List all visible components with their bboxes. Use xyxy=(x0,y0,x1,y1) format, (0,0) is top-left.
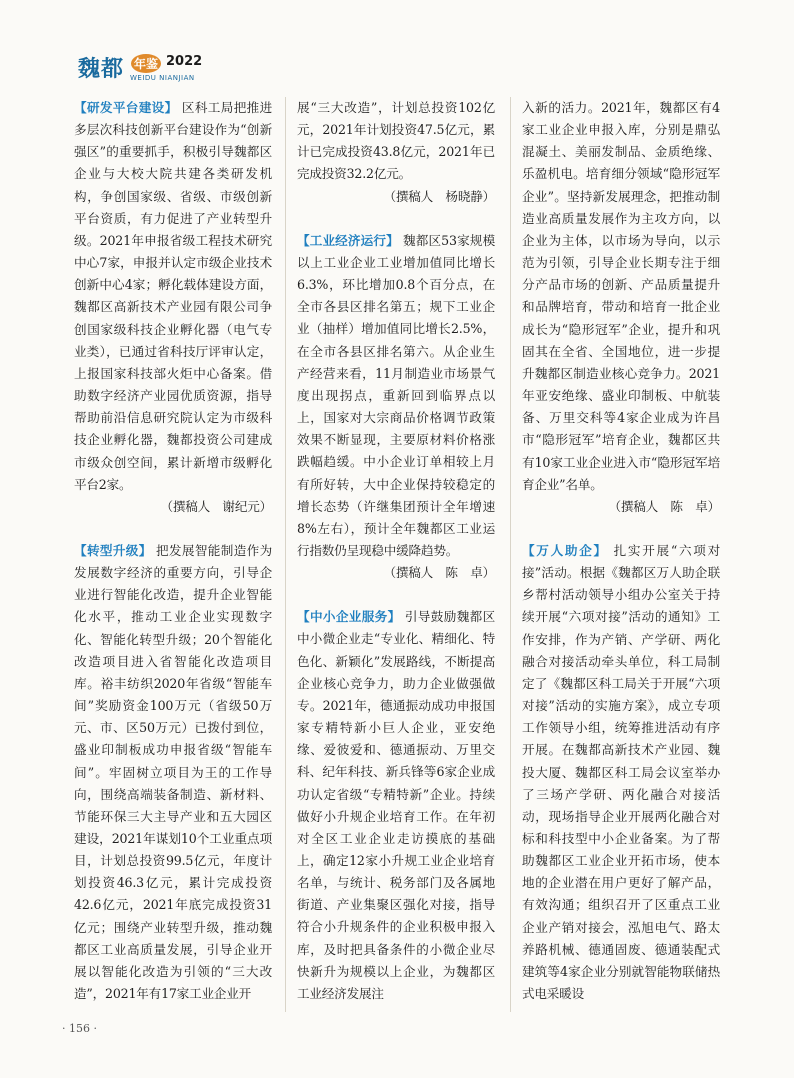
text-column-3 xyxy=(522,97,720,1005)
logo-year: 2022 xyxy=(166,54,203,69)
author-credit: （撰稿人 杨晓静） xyxy=(383,188,495,204)
section-text: 入新的活力。2021年，魏都区有4家工业企业申报入库，分别是鼎弘混凝土、美丽发制品、金质绝缘、乐盈机电。培育细分领域“隐形冠军企业”。坚持新发展理念，把推动制造业高质量发展作为主攻方向，以企业为主体，以市场为导向，以示范为引领，引导企业长期专注于细分产品市场的创新、产品质量提升和品牌培育，带动和培育一批企业成长为“隐形冠军”企业，提升和巩固其在全省、全国地位，进一步提升魏都区制造业核心竞争力。2021年亚安绝缘、盛业印制板、中航装备、万里交科等4家企业成为许昌市“隐形冠军”培育企业，魏都区共有10家工业企业进入市“隐形冠军培育企业”名单。 xyxy=(522,100,720,492)
section-paragraph xyxy=(297,606,495,1005)
logo-title: 魏都 xyxy=(78,57,125,82)
author-credit: （撰稿人 陈 卓） xyxy=(608,498,720,514)
yearbook-header xyxy=(78,50,278,84)
section-text: 引导鼓励魏都区中小微企业走“专业化、精细化、特色化、新颖化”发展路线，不断提高企业核心竞争力，助力企业做强做专。2021年，德通振动成功申报国家专精特新小巨人企业，亚安绝缘、爱彼爱和、德通振动、万里交科、纪年科技、新兵锋等6家企业成功认定省级“专精特新”企业。持续做好小升规企业培育工作。在年初对全区工业企业走访摸底的基础上，确定12家小升规工业企业培育名单，与统计、税务部门及各属地街道、产业集聚区强化对接，指导符合小升规条件的企业积极申报入库，及时把具备条件的小微企业尽快新升为规模以上企业，为魏都区工业经济发展注 xyxy=(297,609,495,1001)
section-paragraph xyxy=(297,230,495,562)
text-column-1 xyxy=(74,97,272,1005)
section-tag: 【中小企业服务】 xyxy=(297,609,401,625)
section-paragraph xyxy=(522,540,720,1005)
logo-subtitle: WEIDU NIANJIAN xyxy=(130,74,195,82)
section-text: 把发展智能制造作为发展数字经济的重要方向，引导企业进行智能化改造，提升企业智能化水平，推动工业企业实现数字化、智能化转型升级；20个智能化改造项目进入省智能化改造项目库。裕丰纺织2020年省级“智能车间”奖励资金100万元（省级50万元、市、区50万元）已拨付到位，盛业印制板成功申报省级“智能车间”。牢固树立项目为王的工作导向，围绕高端装备制造、新材料、节能环保三大主导产业和五大园区建设，2021年谋划10个工业重点项目，计划总投资99.5亿元，年度计划投资46.3亿元，累计完成投资42.6亿元，2021年底完成投资31亿元；围绕产业转型升级，推动魏都区工业高质量发展，引导企业开展以智能化改造为引领的“三大改造”，2021年有17家工业企业开 xyxy=(74,542,272,1002)
section-paragraph xyxy=(74,540,272,1005)
section-paragraph xyxy=(522,97,720,496)
column-divider xyxy=(285,97,286,1012)
page-number: · 156 · xyxy=(62,1022,97,1035)
section-text: 扎实开展“六项对接”活动。根据《魏都区万人助企联乡帮村活动领导小组办公室关于持续开展“六项对接”活动的通知》工作安排，作为产销、产学研、两化融合对接活动牵头单位，科工局制定了《魏都区科工局关于开展“六项对接”活动的实施方案》，成立专项工作领导小组，统筹推进活动有序开展。在魏都高新技术产业园、魏投大厦、魏都区科工局会议室举办了三场产学研、两化融合对接活动，现场指导企业开展两化融合对标和科技型中小企业备案。为了帮助魏都区工业企业开拓市场，使本地的企业潜在用户更好了解产品，有效沟通；组织召开了区重点工业企业产销对接会，泓旭电气、路太养路机械、德通固废、德通装配式建筑等4家企业分别就智能物联储热式电采暖设 xyxy=(522,542,720,1002)
section-paragraph xyxy=(74,97,272,496)
section-tag: 【转型升级】 xyxy=(74,542,152,558)
author-credit: （撰稿人 谢纪元） xyxy=(160,498,272,514)
section-tag: 【研发平台建设】 xyxy=(74,100,178,115)
section-text: 魏都区53家规模以上工业企业工业增加值同比增长6.3%，环比增加0.8个百分点，在全市各县区排名第五；规下工业企业（抽样）增加值同比增长2.5%，在全市各县区排名第六。从企业生产经营来看，11月制造业市场景气度出现拐点，重新回到临界点以上，国家对大宗商品价格调节政策效果不断显现，主要原材料价格涨跌幅趋缓。中小企业订单相较上月有所好转，大中企业保持较稳定的增长态势（许继集团预计全年增速8%左右），预计全年魏都区工业运行指数仍呈现稳中缓降趋势。 xyxy=(297,232,495,558)
text-column-2 xyxy=(297,97,495,1005)
section-tag: 【工业经济运行】 xyxy=(297,232,399,248)
section-tag: 【万人助企】 xyxy=(522,542,608,558)
section-text: 区科工局把推进多层次科技创新平台建设作为“创新强区”的重要抓手，积极引导魏都区企业与大校大院共建各类研发机构，争创国家级、省级、市级创新平台资质，有力促进了产业转型升级。2021年申报省级工程技术研究中心7家，申报并认定市级企业技术创新中心4家；孵化载体建设方面，魏都区高新技术产业园有限公司争创国家级科技企业孵化器（电气专业类），已通过省科技厅评审认定，上报国家科技部火炬中心备案。借助数字经济产业园优质资源，指导帮助前沿信息研究院认定为市级科技企业孵化器，魏都投资公司建成市级众创空间，累计新增市级孵化平台2家。 xyxy=(74,100,272,492)
column-divider xyxy=(510,97,511,1012)
author-credit: （撰稿人 陈 卓） xyxy=(383,565,495,581)
section-text: 展“三大改造”，计划总投资102亿元，2021年计划投资47.5亿元，累计已完成投资43.8亿元，2021年已完成投资32.2亿元。 xyxy=(297,100,495,182)
logo-badge: 年鉴 xyxy=(131,54,161,73)
section-paragraph xyxy=(297,97,495,186)
